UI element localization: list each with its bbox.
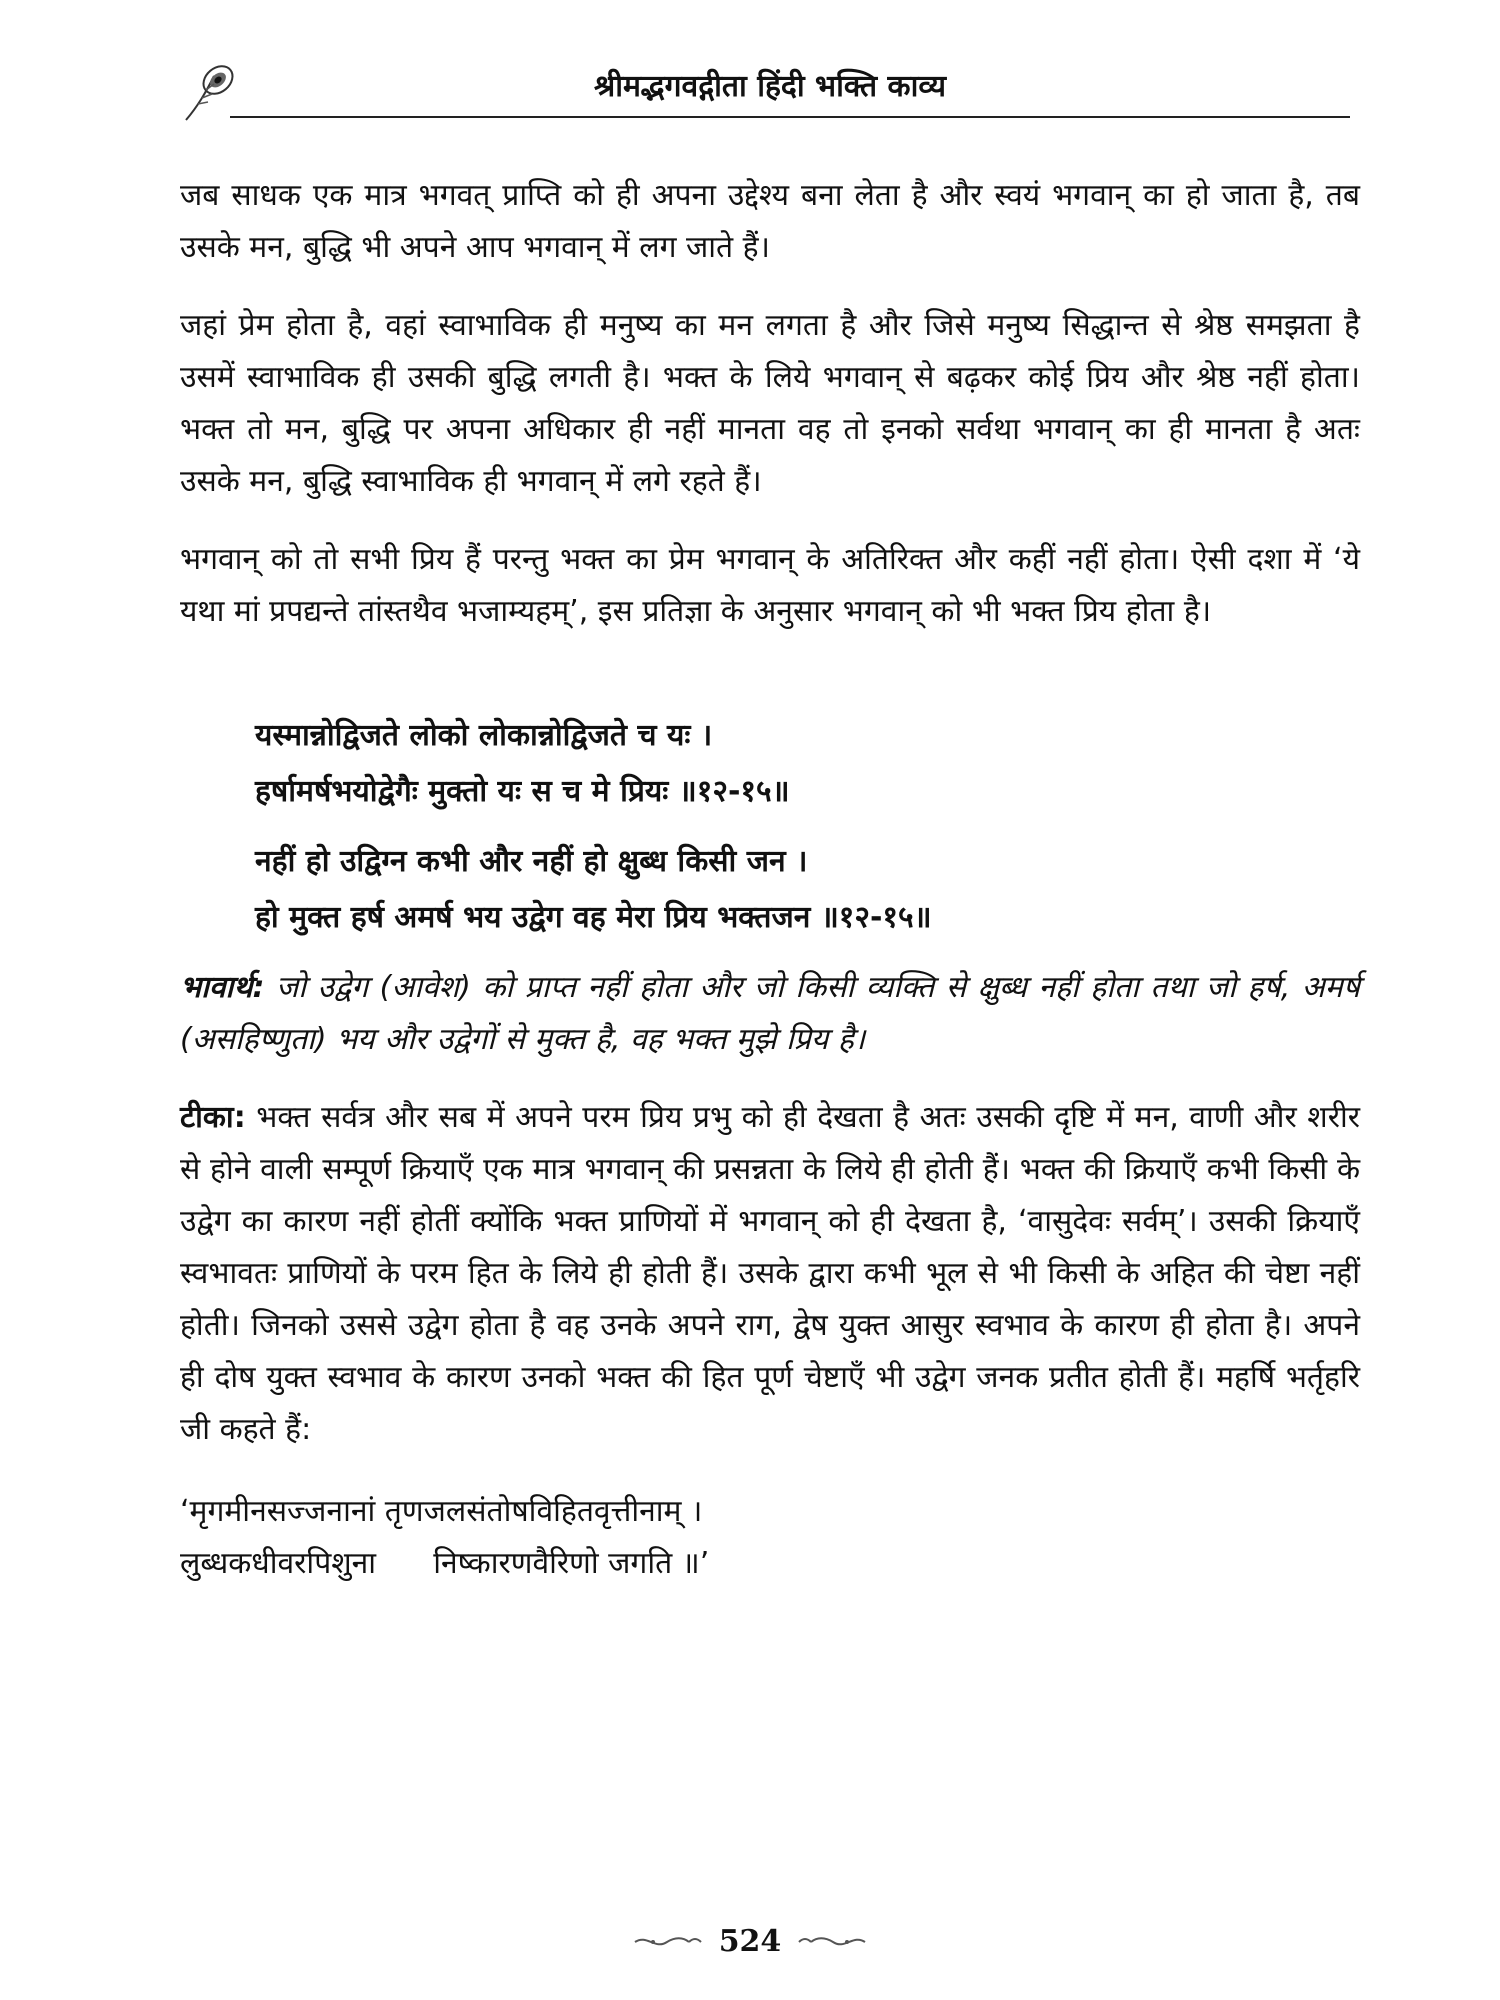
- header-rule: [230, 116, 1350, 118]
- paragraph-3: भगवान् को तो सभी प्रिय हैं परन्तु भक्त का प्रेम भगवान् के अतिरिक्त और कहीं नहीं होता। ऐसी दशा में ‘ये यथा मां प्रपद्यन्ते तांस्तथैव भजाम्यहम्’, इस प्रतिज्ञा के अनुसार भगवान् को भी भक्त प्रिय होता है।: [180, 542, 1360, 629]
- bhavarth-paragraph: [180, 962, 1360, 1066]
- tika-label: टीका:: [180, 1100, 246, 1135]
- tika-text: भक्त सर्वत्र और सब में अपने परम प्रिय प्रभु को ही देखता है अतः उसकी दृष्टि में मन, वाणी और शरीर से होने वाली सम्पूर्ण क्रियाएँ एक मात्र भगवान् की प्रसन्नता के लिये ही होती हैं। भक्त की क्रियाएँ कभी किसी के उद्वेग का कारण नहीं होतीं क्योंकि भक्त प्राणियों में भगवान् को ही देखता है, ‘वासुदेवः सर्वम्’। उसकी क्रियाएँ स्वभावतः प्राणियों के परम हित के लिये ही होती हैं। उसके द्वारा कभी भूल से भी किसी के अहित की चेष्टा नहीं होती। जिनको उससे उद्वेग होता है वह उनके अपने राग, द्वेष युक्त आसुर स्वभाव के कारण ही होता है। अपने ही दोष युक्त स्वभाव के कारण उनको भक्त की हित पूर्ण चेष्टाएँ भी उद्वेग जनक प्रतीत होती हैं। महर्षि भर्तृहरि जी कहते हैं:: [180, 1100, 1360, 1447]
- tika-paragraph: [180, 1092, 1360, 1456]
- hindi-verse-line-1: नहीं हो उद्विग्न कभी और नहीं हो क्षुब्ध किसी जन ।: [255, 844, 808, 879]
- verse-block: [255, 708, 1360, 946]
- page-body: [180, 170, 1360, 1590]
- flourish-ornament-icon-right: [797, 1932, 867, 1952]
- bhartrihari-quote: [180, 1486, 1360, 1590]
- flourish-ornament-icon: [633, 1932, 703, 1952]
- paragraph-1: जब साधक एक मात्र भगवत् प्राप्ति को ही अपना उद्देश्य बना लेता है और स्वयं भगवान् का हो जाता है, तब उसके मन, बुद्धि भी अपने आप भगवान् में लग जाते हैं।: [180, 178, 1360, 265]
- bhavarth-text: जो उद्वेग (आवेश) को प्राप्त नहीं होता और जो किसी व्यक्ति से क्षुब्ध नहीं होता तथा जो हर्ष, अमर्ष (असहिष्णुता) भय और उद्वेगों से मुक्त है, वह भक्त मुझे प्रिय है।: [180, 970, 1360, 1057]
- page-footer: [0, 1924, 1500, 1959]
- sanskrit-verse-line-1: यस्मान्नोद्विजते लोको लोकान्नोद्विजते च यः ।: [255, 718, 713, 753]
- paragraph-2: जहां प्रेम होता है, वहां स्वाभाविक ही मनुष्य का मन लगता है और जिसे मनुष्य सिद्धान्त से श्रेष्ठ समझता है उसमें स्वाभाविक ही उसकी बुद्धि लगती है। भक्त के लिये भगवान् से बढ़कर कोई प्रिय और श्रेष्ठ नहीं होता। भक्त तो मन, बुद्धि पर अपना अधिकार ही नहीं मानता वह तो इनको सर्वथा भगवान् का ही मानता है अतः उसके मन, बुद्धि स्वाभाविक ही भगवान् में लगे रहते हैं।: [180, 308, 1360, 499]
- page-header: [180, 62, 1360, 124]
- sanskrit-verse-line-2: हर्षामर्षभयोद्वेगैः मुक्तो यः स च मे प्रियः ॥१२-१५॥: [255, 774, 790, 809]
- running-header-title: श्रीमद्भगवद्गीता हिंदी भक्ति काव्य: [593, 69, 947, 104]
- quote-line-2: लुब्धकधीवरपिशुना निष्कारणवैरिणो जगति ॥’: [180, 1546, 710, 1581]
- page-number: 524: [718, 1924, 782, 1959]
- hindi-verse-line-2: हो मुक्त हर्ष अमर्ष भय उद्वेग वह मेरा प्रिय भक्तजन ॥१२-१५॥: [255, 900, 932, 935]
- bhavarth-label: भावार्थ:: [180, 970, 265, 1005]
- quote-line-1: ‘मृगमीनसज्जनानां तृणजलसंतोषविहितवृत्तीनाम् ।: [180, 1494, 703, 1529]
